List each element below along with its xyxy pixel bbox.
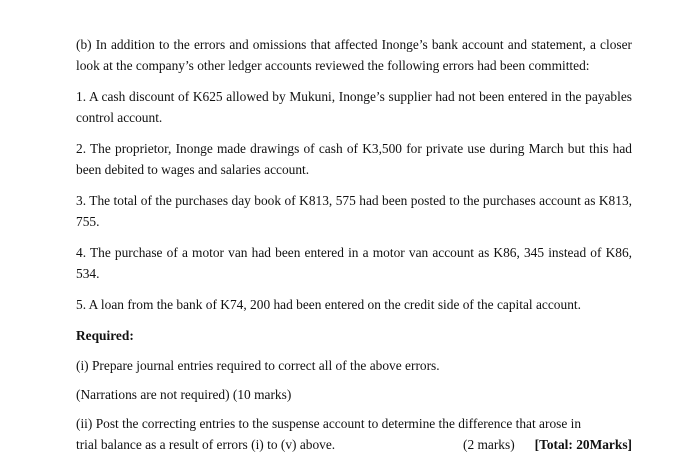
- task-2-marks: (2 marks): [462, 437, 515, 452]
- error-item-2: 2. The proprietor, Inonge made drawings of cash of K3,500 for private use during March but this had been debited to wages and salaries account.: [76, 141, 632, 177]
- intro-paragraph: (b) In addition to the errors and omissions that affected Inonge’s bank account and statement, a closer look at the company’s other ledger accounts reviewed the following errors had been committed:: [76, 37, 632, 73]
- required-heading: Required:: [76, 328, 134, 343]
- task-1-note: (Narrations are not required) (10 marks): [76, 387, 292, 402]
- question-page: [76, 34, 632, 455]
- task-2-line-1: (ii) Post the correcting entries to the suspense account to determine the difference that arose in: [76, 416, 582, 431]
- error-item-1: 1. A cash discount of K625 allowed by Mukuni, Inonge’s supplier had not been entered in the payables control account.: [76, 89, 632, 125]
- task-2: [76, 413, 632, 455]
- total-marks: [Total: 20Marks]: [534, 437, 632, 452]
- task-2-line-2: trial balance as a result of errors (i) to (v) above.: [76, 437, 336, 452]
- error-item-5: 5. A loan from the bank of K74, 200 had been entered on the credit side of the capital account.: [76, 297, 581, 312]
- error-item-3: 3. The total of the purchases day book of K813, 575 had been posted to the purchases account as K813, 755.: [76, 193, 632, 229]
- error-item-4: 4. The purchase of a motor van had been entered in a motor van account as K86, 345 instead of K86, 534.: [76, 245, 632, 281]
- task-1: (i) Prepare journal entries required to correct all of the above errors.: [76, 358, 440, 373]
